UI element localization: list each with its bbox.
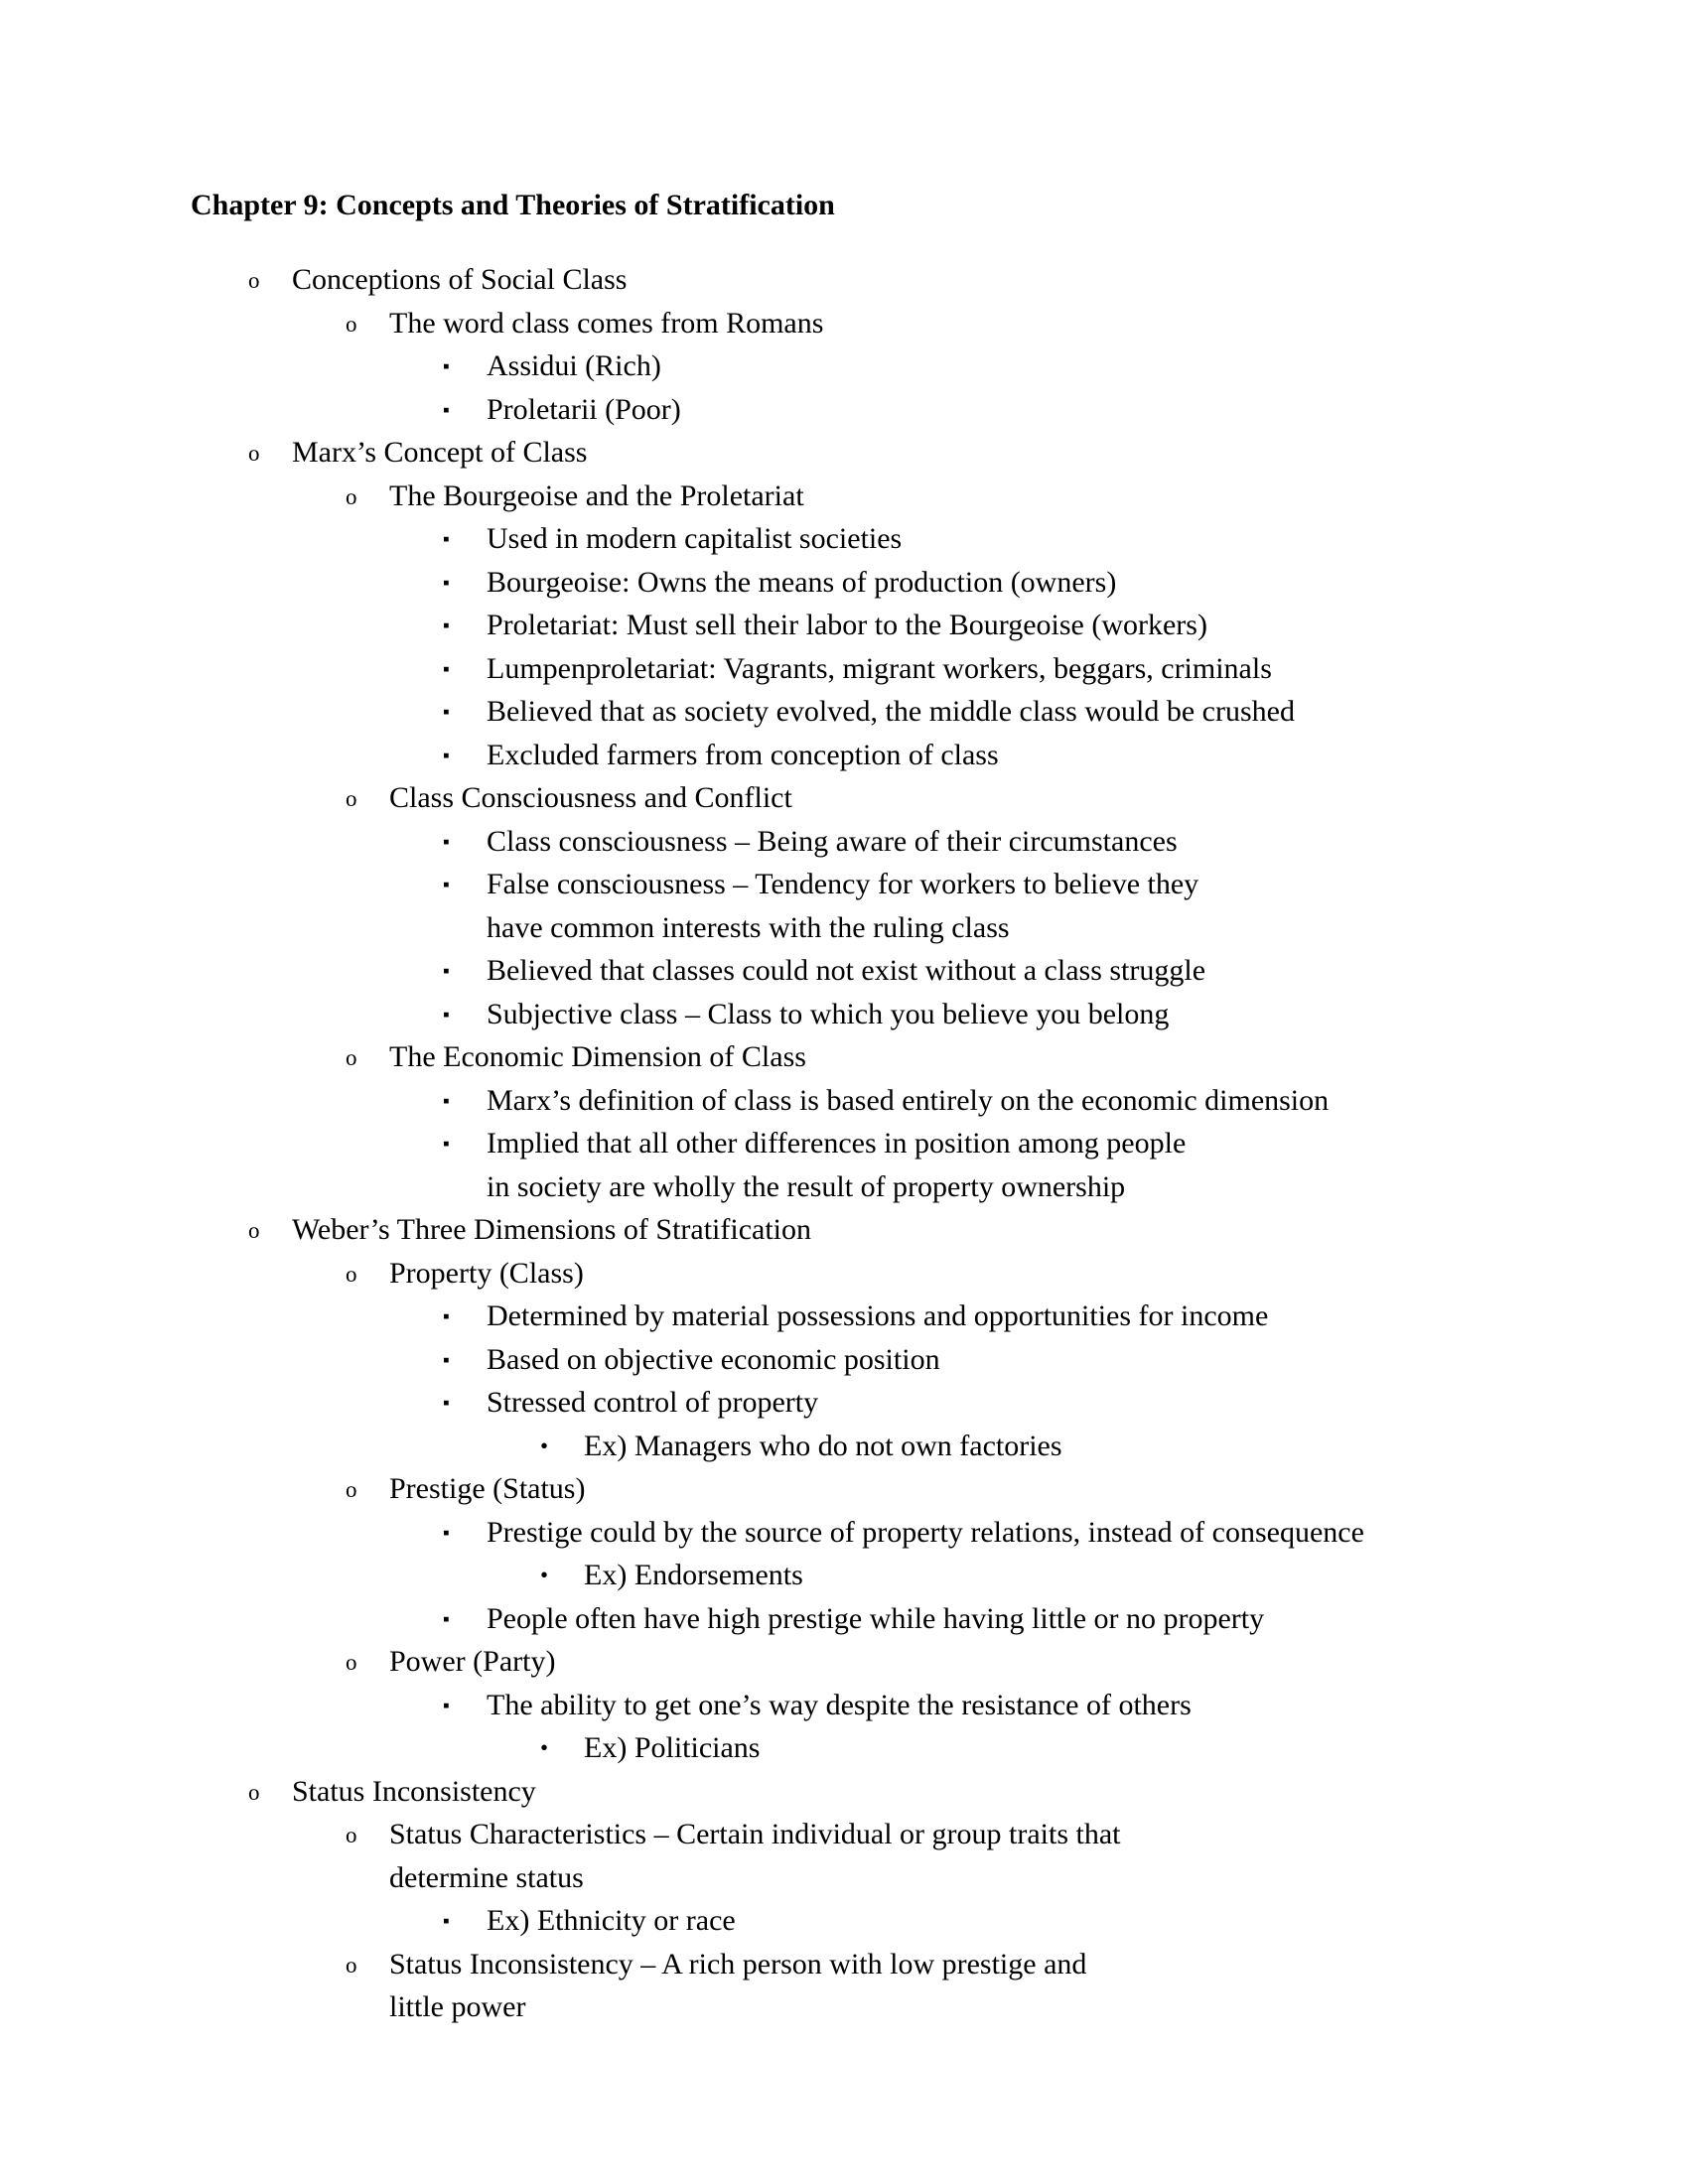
outline-row: [443, 1597, 1504, 1641]
outline-item-text: Property (Class): [389, 1256, 584, 1290]
outline-row: [346, 1035, 1504, 1079]
outline-item-text: Based on objective economic position: [487, 1342, 940, 1376]
outline-item-text: Ex) Endorsements: [584, 1559, 803, 1591]
outline-item-high-prestige-little-property: [443, 1597, 1504, 1641]
outline-row: [248, 431, 1504, 475]
outline-item-text: Implied that all other differences in position among people in society are wholly the result of property ownership: [487, 1127, 1187, 1203]
bullet-filled-square-icon: ▪: [443, 399, 450, 421]
outline-sublist: [346, 820, 1504, 1036]
outline-row: [346, 1252, 1504, 1296]
outline-item-ex-politicians: [540, 1726, 1504, 1770]
outline-item-status-inconsistency-def: [346, 1943, 1504, 2029]
outline-row: [443, 1079, 1504, 1123]
outline-sublist: [248, 302, 1504, 432]
outline-sublist: [443, 1726, 1504, 1770]
outline-item-text: Used in modern capitalist societies: [487, 522, 903, 555]
outline-item-marx-concept-of-class: [248, 431, 1504, 1208]
outline-item-text: Believed that as society evolved, the middle class would be crushed: [487, 695, 1295, 728]
outline-item-text: Ex) Politicians: [584, 1731, 761, 1764]
outline-row: [248, 1208, 1504, 1252]
outline-sublist: [443, 1554, 1504, 1597]
outline-sublist: [346, 1079, 1504, 1209]
outline-item-proletariat-sell-labor: [443, 604, 1504, 647]
bullet-filled-square-icon: ▪: [443, 1004, 450, 1025]
outline-item-bourgeoise-and-proletariat: [346, 475, 1504, 777]
bullet-hollow-circle-icon: o: [346, 483, 357, 509]
outline-row: [443, 993, 1504, 1036]
bullet-filled-circle-icon: •: [540, 1563, 549, 1587]
outline-item-text: Conceptions of Social Class: [292, 263, 628, 296]
outline-row: [443, 1338, 1504, 1382]
outline-row: [346, 1640, 1504, 1684]
outline-item-assidui: [443, 344, 1504, 388]
outline-item-false-consciousness: [443, 863, 1504, 949]
outline-row: [443, 1295, 1504, 1338]
outline-item-economic-dimension-of-class: [346, 1035, 1504, 1208]
bullet-filled-circle-icon: •: [540, 1735, 549, 1760]
bullet-hollow-circle-icon: o: [248, 1218, 260, 1243]
outline-item-status-inconsistency: [248, 1770, 1504, 2029]
bullet-filled-square-icon: ▪: [443, 1134, 450, 1155]
outline-item-stressed-control-property: [443, 1381, 1504, 1467]
bullet-filled-square-icon: ▪: [443, 831, 450, 853]
outline-row: [443, 647, 1504, 691]
bullet-hollow-circle-icon: o: [346, 786, 357, 811]
bullet-hollow-circle-icon: o: [346, 1261, 357, 1287]
bullet-filled-square-icon: ▪: [443, 1090, 450, 1112]
bullet-filled-square-icon: ▪: [443, 1349, 450, 1371]
bullet-hollow-circle-icon: o: [346, 1650, 357, 1675]
outline-sublist: [248, 1813, 1504, 2029]
bullet-filled-circle-icon: •: [540, 1433, 549, 1458]
outline-item-ex-managers: [540, 1425, 1504, 1468]
outline-row: [443, 1511, 1504, 1555]
outline-row: [248, 1770, 1504, 1814]
outline-row: [346, 1813, 1504, 1899]
bullet-filled-square-icon: ▪: [443, 1393, 450, 1414]
bullet-filled-square-icon: ▪: [443, 875, 450, 895]
outline-sublist: [443, 1425, 1504, 1468]
outline-row: [443, 820, 1504, 864]
outline-row: [443, 561, 1504, 605]
outline-item-text: The ability to get one’s way despite the resistance of others: [487, 1688, 1192, 1721]
bullet-hollow-circle-icon: o: [346, 311, 357, 337]
outline-item-conceptions-of-social-class: [248, 258, 1504, 431]
outline-row: [443, 517, 1504, 561]
outline-item-text: Class consciousness – Being aware of their circumstances: [487, 824, 1178, 858]
outline-row: [443, 1899, 1504, 1943]
bullet-filled-square-icon: ▪: [443, 658, 450, 680]
outline-row: [443, 690, 1504, 734]
outline-sublist: [248, 475, 1504, 1209]
outline-item-subjective-class: [443, 993, 1504, 1036]
outline-item-text: Status Characteristics – Certain individual or group traits that determine status: [389, 1818, 1121, 1894]
bullet-filled-square-icon: ▪: [443, 1306, 450, 1327]
outline-item-text: Marx’s definition of class is based entirely on the economic dimension: [487, 1083, 1330, 1117]
outline-item-text: Believed that classes could not exist without a class struggle: [487, 954, 1206, 987]
outline-item-text: Subjective class – Class to which you believe you belong: [487, 997, 1170, 1030]
outline-item-text: Prestige (Status): [389, 1472, 586, 1505]
outline-item-bourgeoise-owns: [443, 561, 1504, 605]
outline-item-determined-material-possessions: [443, 1295, 1504, 1338]
outline-sublist: [346, 344, 1504, 431]
outline-row: [443, 949, 1504, 993]
outline-item-text: The Bourgeoise and the Proletariat: [389, 478, 804, 512]
outline-item-status-characteristics: [346, 1813, 1504, 1943]
outline-item-ability-get-ones-way: [443, 1684, 1504, 1770]
outline-item-proletarii: [443, 388, 1504, 432]
bullet-filled-square-icon: ▪: [443, 1608, 450, 1630]
bullet-filled-square-icon: ▪: [443, 961, 450, 982]
outline-row: [443, 1122, 1504, 1208]
outline-item-text: False consciousness – Tendency for workers to believe they have common interests with the ruling class: [487, 868, 1199, 944]
bullet-filled-square-icon: ▪: [443, 529, 450, 550]
outline-item-power-party: [346, 1640, 1504, 1770]
outline-sublist: [346, 1511, 1504, 1641]
outline-item-text: Prestige could by the source of property relations, instead of consequence: [487, 1515, 1364, 1549]
outline-item-text: Proletarii (Poor): [487, 392, 681, 426]
outline-sublist: [346, 1295, 1504, 1467]
outline-item-ex-ethnicity-race: [443, 1899, 1504, 1943]
bullet-hollow-circle-icon: o: [248, 1779, 260, 1805]
outline-item-text: Excluded farmers from conception of class: [487, 738, 999, 771]
outline-sublist: [346, 1684, 1504, 1770]
outline-row: [443, 1381, 1504, 1425]
outline-item-text: The Economic Dimension of Class: [389, 1040, 806, 1073]
outline-item-text: Proletariat: Must sell their labor to the Bourgeoise (workers): [487, 609, 1207, 641]
outline-item-text: People often have high prestige while having little or no property: [487, 1601, 1265, 1635]
outline-sublist: [346, 1899, 1504, 1943]
outline-item-class-consciousness: [443, 820, 1504, 864]
outline-row: [248, 258, 1504, 302]
outline-row: [346, 776, 1504, 820]
bullet-filled-square-icon: ▪: [443, 1695, 450, 1716]
outline-item-text: Ex) Ethnicity or race: [487, 1904, 736, 1937]
bullet-filled-square-icon: ▪: [443, 1522, 450, 1544]
outline-item-based-objective-economic: [443, 1338, 1504, 1382]
bullet-hollow-circle-icon: o: [346, 1045, 357, 1070]
outline-item-used-modern-capitalist: [443, 517, 1504, 561]
outline-item-property-class: [346, 1252, 1504, 1468]
outline-row: [540, 1554, 1504, 1597]
bullet-hollow-circle-icon: o: [248, 268, 260, 293]
outline-item-weber-three-dimensions: [248, 1208, 1504, 1770]
outline-row: [443, 863, 1504, 949]
outline-sublist: [248, 1252, 1504, 1770]
bullet-filled-square-icon: ▪: [443, 745, 450, 766]
bullet-hollow-circle-icon: o: [346, 1477, 357, 1502]
outline-item-text: Determined by material possessions and opportunities for income: [487, 1299, 1269, 1332]
bullet-filled-square-icon: ▪: [443, 572, 450, 594]
outline-item-text: Status Inconsistency: [292, 1774, 536, 1808]
outline-row: [443, 734, 1504, 777]
outline-item-excluded-farmers: [443, 734, 1504, 777]
outline-row: [443, 1684, 1504, 1727]
outline-item-classes-class-struggle: [443, 949, 1504, 993]
outline-item-text: Bourgeoise: Owns the means of production (owners): [487, 565, 1117, 599]
outline-row: [346, 1943, 1504, 2029]
outline-row: [346, 302, 1504, 345]
outline-row: [540, 1425, 1504, 1468]
outline-item-text: Class Consciousness and Conflict: [389, 781, 792, 814]
outline-item-text: Weber’s Three Dimensions of Stratification: [292, 1213, 812, 1246]
outline-row: [346, 1467, 1504, 1511]
bullet-hollow-circle-icon: o: [248, 441, 260, 466]
outline-item-text: Stressed control of property: [487, 1386, 819, 1419]
outline-item-word-class-romans: [346, 302, 1504, 432]
outline-row: [540, 1726, 1504, 1770]
outline-item-ex-endorsements: [540, 1554, 1504, 1597]
outline-item-text: Ex) Managers who do not own factories: [584, 1429, 1062, 1462]
bullet-filled-square-icon: ▪: [443, 702, 450, 723]
bullet-hollow-circle-icon: o: [346, 1952, 357, 1978]
outline-item-text: Lumpenproletariat: Vagrants, migrant workers, beggars, criminals: [487, 651, 1272, 685]
outline-item-implied-property-ownership: [443, 1122, 1504, 1208]
bullet-filled-square-icon: ▪: [443, 615, 450, 636]
outline-item-prestige-source-property-relations: [443, 1511, 1504, 1597]
outline-item-marx-definition-economic: [443, 1079, 1504, 1123]
outline-list: [191, 258, 1504, 2029]
bullet-hollow-circle-icon: o: [346, 1823, 357, 1847]
outline-item-text: Power (Party): [389, 1645, 556, 1678]
outline-item-class-consciousness-and-conflict: [346, 776, 1504, 1035]
outline-item-text: Assidui (Rich): [487, 349, 661, 382]
outline-row: [443, 344, 1504, 388]
outline-item-text: The word class comes from Romans: [389, 306, 824, 340]
outline-row: [443, 388, 1504, 432]
outline-item-text: Status Inconsistency – A rich person with low prestige and little power: [389, 1947, 1087, 2023]
outline-row: [443, 604, 1504, 647]
outline-item-prestige-status: [346, 1467, 1504, 1640]
outline-item-lumpenproletariat: [443, 647, 1504, 691]
outline-item-text: Marx’s Concept of Class: [292, 436, 588, 469]
outline-row: [346, 475, 1504, 518]
bullet-filled-square-icon: ▪: [443, 1911, 450, 1932]
page-title: Chapter 9: Concepts and Theories of Stratification: [191, 189, 835, 221]
outline-sublist: [346, 517, 1504, 776]
outline-item-middle-class-crushed: [443, 690, 1504, 734]
bullet-filled-square-icon: ▪: [443, 356, 450, 377]
